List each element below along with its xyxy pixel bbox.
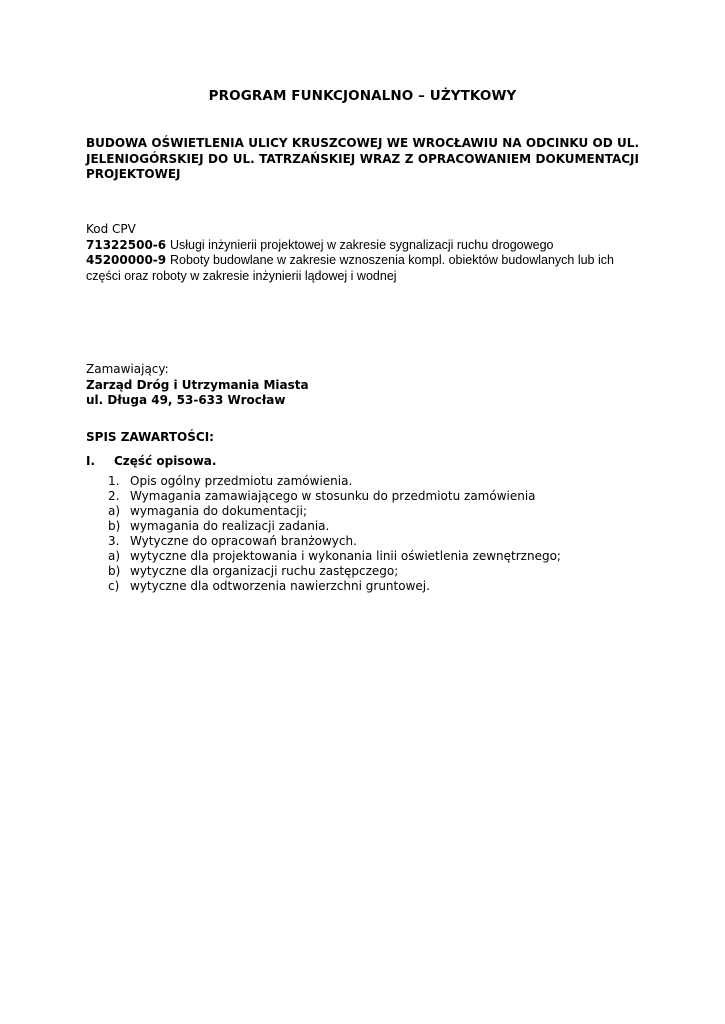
list-item-text: wytyczne dla projektowania i wykonania linii oświetlenia zewnętrznego; — [130, 549, 561, 563]
list-item-text: Wymagania zamawiającego w stosunku do przedmiotu zamówienia — [130, 489, 536, 503]
list-item-text: wymagania do dokumentacji; — [130, 504, 307, 518]
cpv-description: Usługi inżynierii projektowej w zakresie sygnalizacji ruchu drogowego — [169, 237, 554, 252]
list-item-number: a) — [108, 549, 121, 563]
list-item-number: c) — [108, 579, 120, 593]
cpv-description: Roboty budowlane w zakresie wznoszenia kompl. obiektów budowlanych lub ich części oraz roboty w zakresie inżynierii lądowej i wodnej — [86, 253, 614, 283]
cpv-item — [86, 253, 646, 284]
list-item-text: Wytyczne do opracowań branżowych. — [130, 534, 357, 548]
list-item-number: 2. — [108, 489, 120, 503]
document-subject: BUDOWA OŚWIETLENIA ULICY KRUSZCOWEJ WE WROCŁAWIU NA ODCINKU OD UL. JELENIOGÓRSKIEJ DO UL. TATRZAŃSKIEJ WRAZ Z OPRACOWANIEM DOKUMENTACJI PROJEKTOWEJ — [86, 136, 639, 181]
list-item — [108, 519, 648, 534]
page-title: PROGRAM FUNKCJONALNO – UŻYTKOWY — [208, 88, 517, 104]
list-item — [108, 579, 648, 594]
list-item-text: wytyczne dla organizacji ruchu zastępczego; — [130, 564, 399, 578]
client-label: Zamawiający: — [86, 362, 169, 376]
toc-section-label: Część opisowa. — [114, 454, 217, 468]
list-item-number: 1. — [108, 474, 120, 488]
list-item — [108, 564, 648, 579]
list-item-number: b) — [108, 519, 121, 533]
client-block — [86, 362, 646, 409]
list-item-text: Opis ogólny przedmiotu zamówienia. — [130, 474, 353, 488]
list-item — [108, 549, 648, 564]
list-item — [108, 489, 648, 504]
toc-title: SPIS ZAWARTOŚCI: — [86, 430, 214, 444]
cpv-code: 71322500-6 — [86, 237, 167, 252]
cpv-block — [86, 222, 646, 284]
cpv-item — [86, 238, 646, 254]
client-name: Zarząd Dróg i Utrzymania Miasta — [86, 377, 309, 392]
list-item — [108, 474, 648, 489]
toc-section — [86, 454, 216, 468]
list-item-number: 3. — [108, 534, 120, 548]
list-item-number: a) — [108, 504, 121, 518]
toc-section-number: I. — [86, 454, 96, 468]
list-item-text: wymagania do realizacji zadania. — [130, 519, 330, 533]
cpv-code: 45200000-9 — [86, 253, 167, 267]
client-address: ul. Długa 49, 53-633 Wrocław — [86, 393, 286, 407]
list-item — [108, 534, 648, 549]
toc-list — [108, 474, 648, 594]
list-item-text: wytyczne dla odtworzenia nawierzchni gruntowej. — [130, 579, 430, 593]
list-item-number: b) — [108, 564, 121, 578]
list-item — [108, 504, 648, 519]
cpv-label: Kod CPV — [86, 222, 136, 236]
